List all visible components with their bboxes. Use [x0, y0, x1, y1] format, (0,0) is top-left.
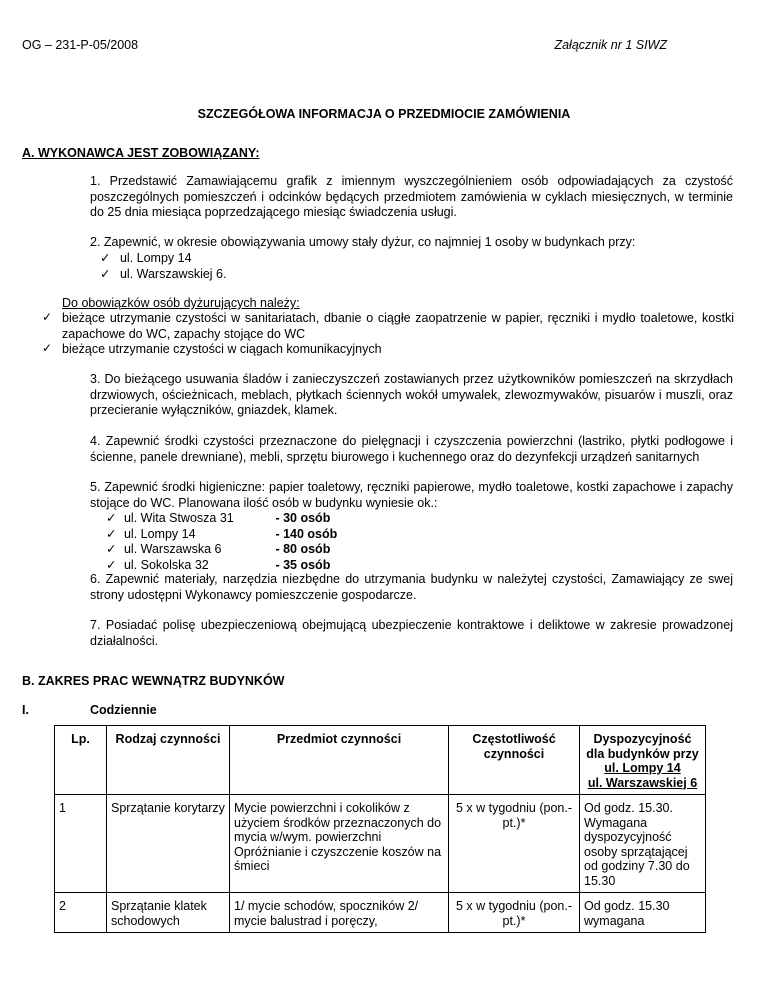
cell-kind: Sprzątanie klatek schodowych: [107, 893, 230, 933]
header-kind: Rodzaj czynności: [107, 726, 230, 795]
header-frequency: Częstotliwość czynności: [449, 726, 580, 795]
street-label: ul. Warszawska 6: [123, 542, 222, 556]
duty-location-list: [100, 251, 226, 282]
table-row: [55, 795, 706, 893]
list-item: [106, 558, 337, 574]
headcount-value: - 140 osób: [275, 526, 338, 541]
check-icon: ✓: [106, 542, 117, 556]
headcount-value: - 35 osób: [275, 557, 331, 572]
table-header-row: [55, 726, 706, 795]
cell-lp: 2: [55, 893, 107, 933]
table-row: [55, 893, 706, 933]
list-item: [106, 511, 337, 527]
check-icon: ✓: [106, 511, 117, 525]
header-lp: Lp.: [55, 726, 107, 795]
header-address-2: ul. Warszawskiej 6: [587, 775, 698, 790]
cell-frequency: 5 x w tygodniu (pon.-pt.)*: [449, 893, 580, 933]
headcount-list: [106, 511, 337, 573]
list-item-label: ul. Warszawskiej 6.: [119, 266, 227, 281]
cell-subject: 1/ mycie schodów, spoczników 2/ mycie balustrad i poręczy,: [230, 893, 449, 933]
check-icon: ✓: [106, 557, 117, 572]
check-icon: ✓: [106, 526, 117, 541]
subsection-number: I.: [22, 703, 29, 717]
street-label: ul. Wita Stwosza 31: [123, 511, 234, 525]
duty-item-1: bieżące utrzymanie czystości w sanitariatach, dbanie o ciągłe zaopatrzenie w papier, ręczniki i mydło toaletowe, kostki zapachowe do WC, zapachy stojące do WC: [62, 311, 734, 341]
list-item-label: ul. Lompy 14: [119, 251, 192, 265]
cell-kind: Sprzątanie korytarzy: [107, 795, 230, 893]
header-availability-main: Dyspozycyjność dla budynków przy: [586, 732, 699, 761]
check-icon: ✓: [100, 251, 111, 265]
paragraph-5: 5. Zapewnić środki higieniczne: papier toaletowy, ręczniki papierowe, mydło toaletowe, kostki zapachowe i zapachy stojące do WC. Planowana ilość osób w budynku wyniesie ok.:: [90, 480, 733, 510]
cell-frequency: 5 x w tygodniu (pon.-pt.)*: [449, 795, 580, 893]
tasks-table: [54, 725, 706, 933]
cell-availability: Od godz. 15.30 wymagana: [580, 893, 706, 933]
paragraph-1: 1. Przedstawić Zamawiającemu grafik z imiennym wyszczególnieniem osób odpowiadających za czystość poszczególnych pomieszczeń i odcinków będących przedmiotem zamówienia w cyklach miesięcznych, w terminie do 25 dnia miesiąca poprzedzającego miesiąc świadczenia usługi.: [90, 174, 733, 219]
street-label: ul. Sokolska 32: [123, 557, 209, 572]
attachment-label: Załącznik nr 1 SIWZ: [554, 38, 667, 52]
paragraph-4: 4. Zapewnić środki czystości przeznaczone do pielęgnacji i czyszczenia powierzchni (lastriko, płytki podłogowe i ścienne, panele drewniane), mebli, sprzętu biurowego i kuchennego oraz do dezynfekcji urządzeń sanitarnych: [90, 434, 733, 464]
headcount-value: - 80 osób: [275, 542, 331, 556]
header-availability: [580, 726, 706, 795]
paragraph-2: 2. Zapewnić, w okresie obowiązywania umowy stały dyżur, co najmniej 1 osoby w budynkach przy:: [90, 235, 636, 249]
list-item: [106, 527, 337, 543]
check-icon: ✓: [100, 266, 111, 281]
subsection-label: Codziennie: [90, 703, 157, 717]
headcount-value: - 30 osób: [275, 511, 331, 525]
section-a-heading: A. WYKONAWCA JEST ZOBOWIĄZANY:: [22, 146, 260, 160]
paragraph-3: 3. Do bieżącego usuwania śladów i zanieczyszczeń zostawianych przez użytkowników pomieszczeń na skrzydłach drzwiowych, ościeżnicach, meblach, płytkach ściennych wokół umywalek, zlewozmywaków, pisuarów i muszli, oraz przecieranie wyłączników, gniazdek, klamek.: [90, 372, 733, 417]
paragraph-7: 7. Posiadać polisę ubezpieczeniową obejmującą ubezpieczenie kontraktowe i deliktowe w zakresie prowadzonej działalności.: [90, 618, 733, 648]
header-subject: Przedmiot czynności: [230, 726, 449, 795]
paragraph-6: 6. Zapewnić materiały, narzędzia niezbędne do utrzymania budynku w należytej czystości, Zamawiający ze swej strony udostępni Wykonawcy pomieszczenie gospodarcze.: [90, 572, 733, 602]
list-item: [100, 251, 226, 267]
cell-subject: Mycie powierzchni i cokolików z użyciem środków przeznaczonych do mycia w/wym. powierzchni Opróżnianie i czyszczenie koszów na śmieci: [230, 795, 449, 893]
duties-heading: Do obowiązków osób dyżurujących należy:: [62, 296, 300, 310]
cell-availability: Od godz. 15.30. Wymagana dyspozycyjność osoby sprzątającej od godziny 7.30 do 15.30: [580, 795, 706, 893]
list-item: [106, 542, 337, 558]
header-address-1: ul. Lompy 14: [604, 761, 681, 775]
page-title: SZCZEGÓŁOWA INFORMACJA O PRZEDMIOCIE ZAMÓWIENIA: [197, 107, 571, 121]
cell-lp: 1: [55, 795, 107, 893]
section-b-heading: B. ZAKRES PRAC WEWNĄTRZ BUDYNKÓW: [22, 674, 285, 688]
document-number: OG – 231-P-05/2008: [22, 38, 139, 52]
duty-item-2: bieżące utrzymanie czystości w ciągach komunikacyjnych: [62, 342, 382, 356]
list-item: [100, 267, 226, 283]
street-label: ul. Lompy 14: [123, 526, 196, 541]
check-icon: ✓: [42, 310, 53, 324]
check-icon: ✓: [42, 341, 53, 355]
